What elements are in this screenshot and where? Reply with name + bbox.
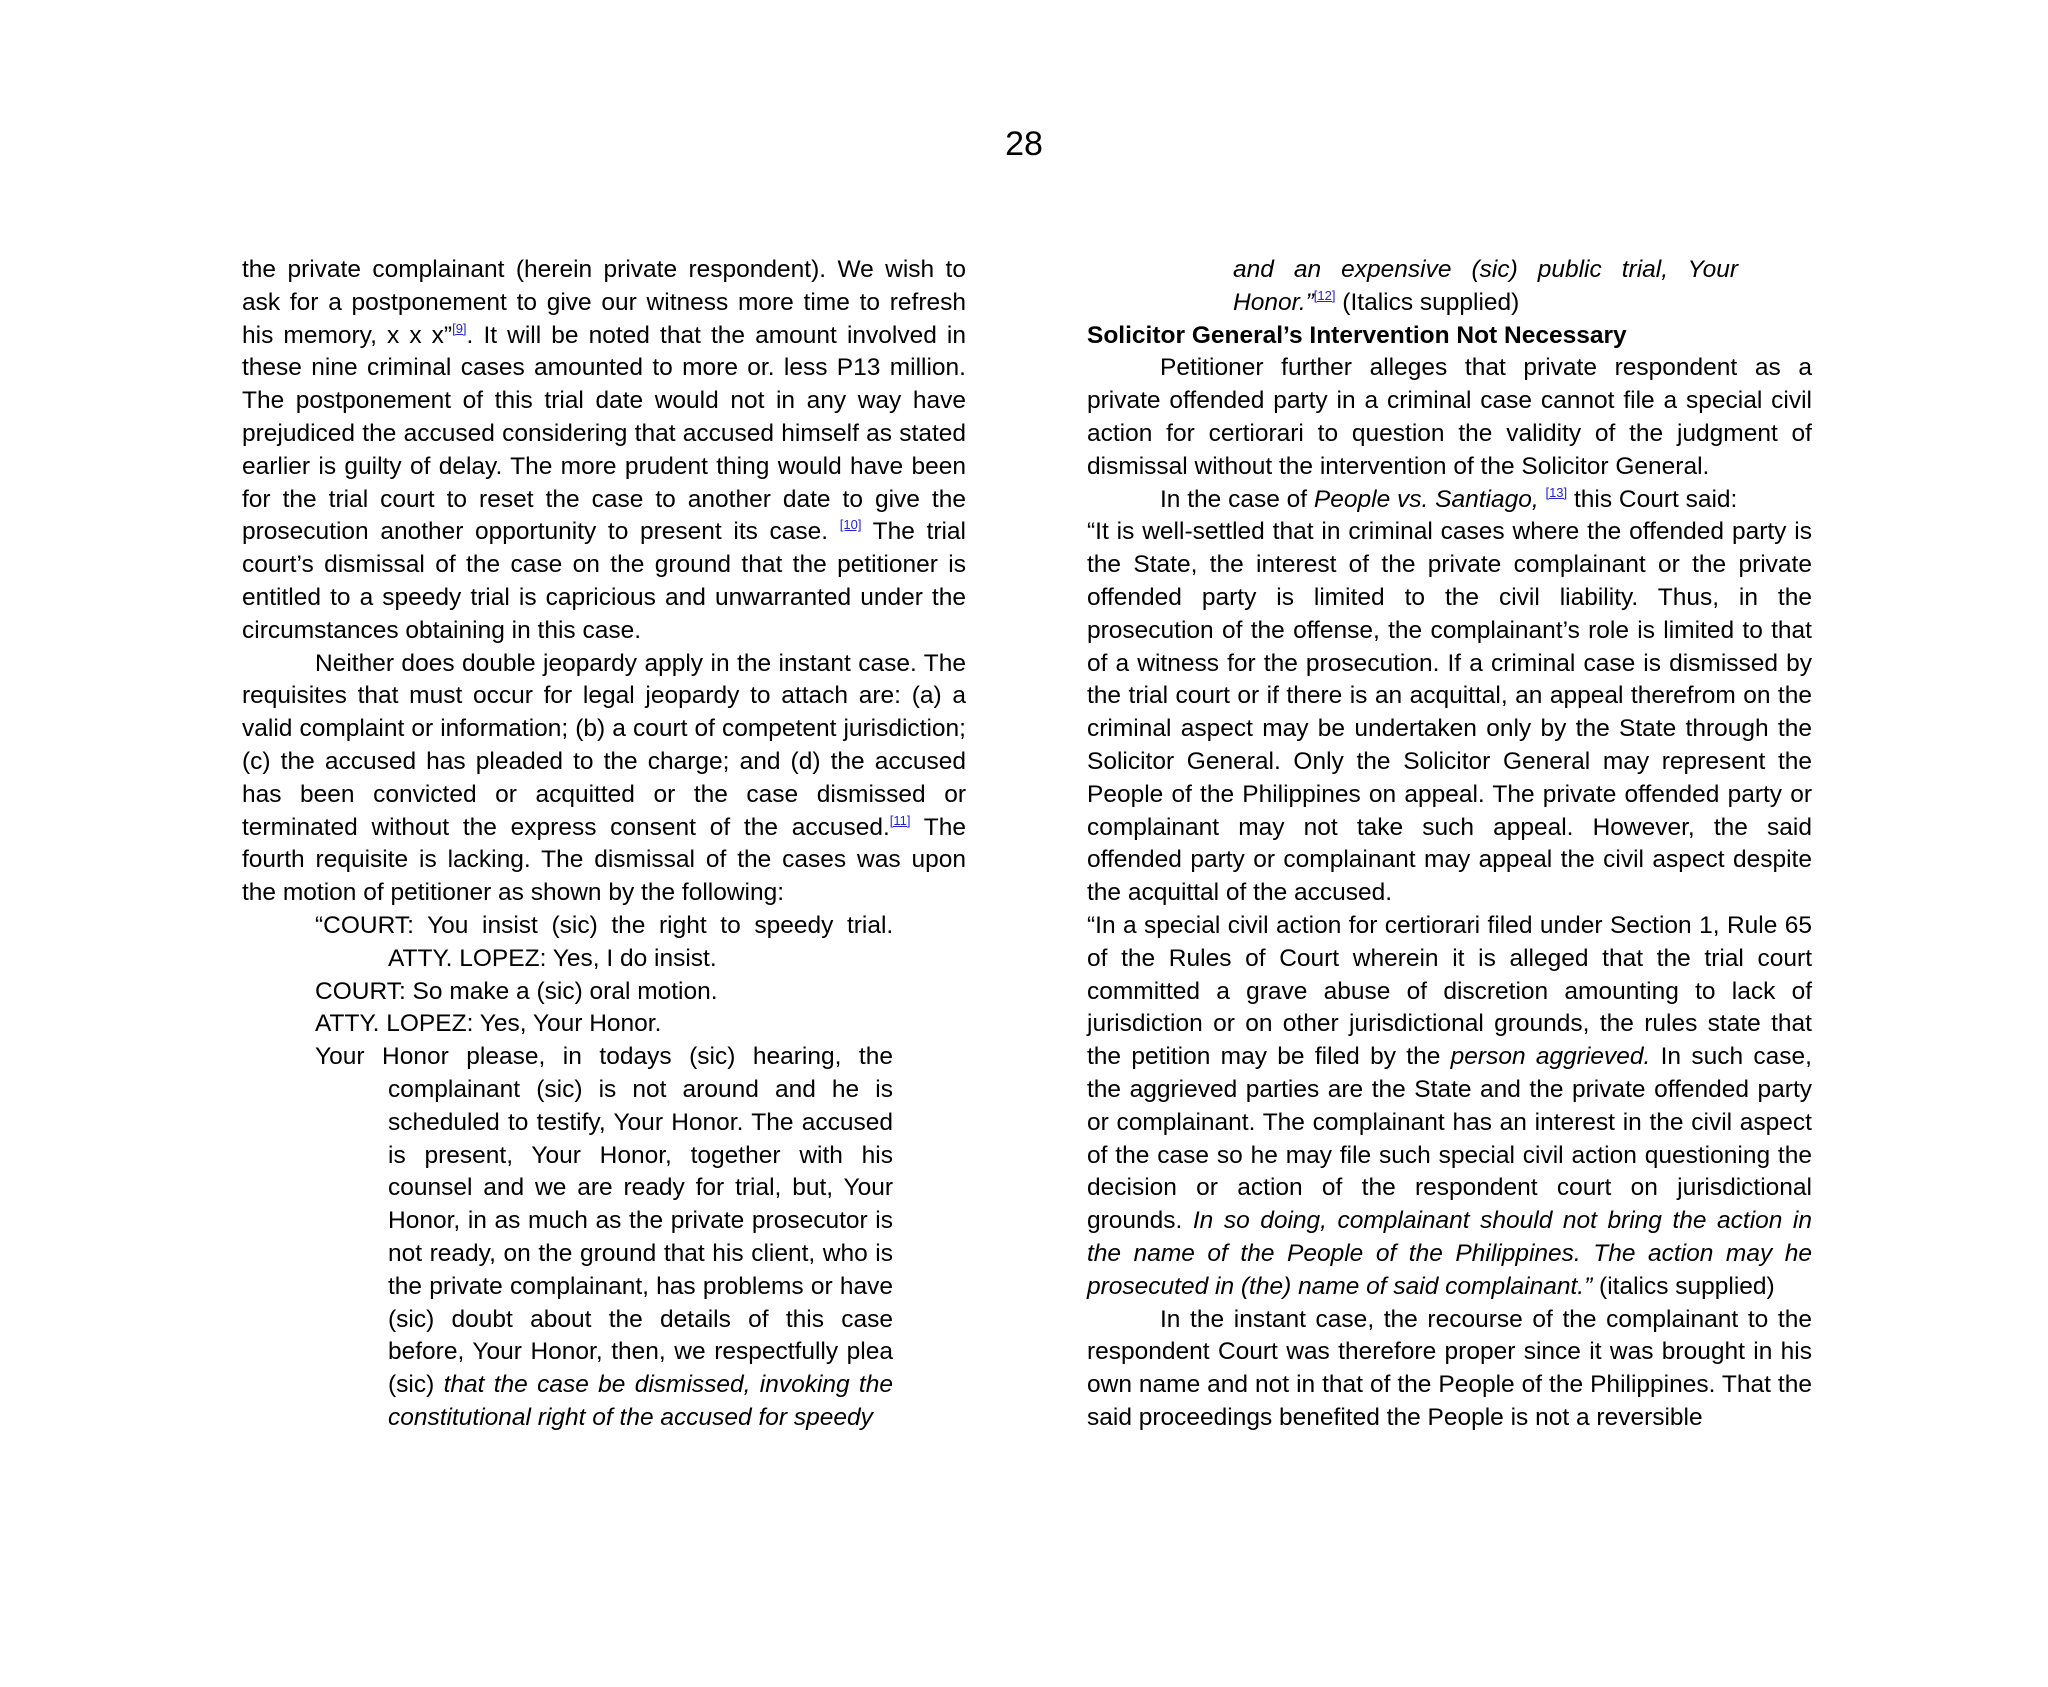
right-p2-text-2: this Court said:: [1567, 485, 1738, 513]
footnote-ref-10[interactable]: [10]: [839, 517, 862, 533]
right-quote-note: (Italics supplied): [1335, 288, 1520, 316]
right-paragraph-5: In the instant case, the recourse of the complainant to the respondent Court was therefore proper since it was brought in his own name and not in that of the People of the Philippines. That the said proceedings benefited the People is not a reversible: [1087, 1305, 1812, 1431]
left-column: [242, 254, 966, 1435]
quote-line-court-2: COURT: So make a (sic) oral motion.: [315, 977, 718, 1005]
right-paragraph-3: “It is well-settled that in criminal cases where the offended party is the State, the interest of the private complainant or the private offended party is limited to the civil liability. Thus, in the prosecution of the offense, the complainant’s role is limited to that of a witness for the prosecution. If a criminal case is dismissed by the trial court or if there is an acquittal, an appeal therefrom on the criminal aspect may be undertaken only by the State through the Solicitor General. Only the Solicitor General may represent the People of the Philippines on appeal. The private offended party or complainant may not take such appeal. However, the said offended party or complainant may appeal the civil aspect despite the acquittal of the accused.: [1087, 518, 1812, 907]
left-paragraph-2: [242, 648, 966, 910]
section-heading: Solicitor General’s Intervention Not Necessary: [1087, 321, 1627, 349]
quote-line-court-1: “COURT: You insist (sic) the right to speedy trial.: [315, 911, 894, 939]
right-p4-text-1: “In a special civil action for certiorari filed under Section 1, Rule 65 of the Rules of Court wherein it is alleged that the trial court committed a grave abuse of discretion amounting to lack of jurisdiction or on other jurisdictional grounds, the rules state that the petition may be filed by the: [1087, 911, 1812, 1071]
right-column: [1087, 254, 1812, 1435]
quote-line-statement: [315, 1041, 893, 1435]
left-p2-text-1: Neither does double jeopardy apply in the instant case. The requisites that must occur for legal jeopardy to attach are: (a) a valid complaint or information; (b) a court of competent jurisdiction; (c) the accused has pleaded to the charge; and (d) the accused has been convicted or acquitted or the case dismissed or terminated without the express consent of the accused.: [242, 649, 966, 841]
footnote-ref-13[interactable]: [13]: [1545, 484, 1568, 500]
right-p2-text-1: In the case of: [1160, 485, 1314, 513]
right-quote-italic: and an expensive (sic) public trial, Your Honor.”: [1233, 256, 1738, 316]
transcript-quote: [315, 910, 893, 1435]
left-p1-text-3: The trial court’s dismissal of the case on the ground that the petitioner is entitled to a speedy trial is capricious and unwarranted under the circumstances obtaining in this case.: [242, 518, 966, 644]
quote-statement-text: Your Honor please, in todays (sic) hearing, the complainant (sic) is not around and he is scheduled to testify, Your Honor. The accused is present, Your Honor, together with his counsel and we are ready for trial, but, Your Honor, in as much as the private prosecutor is not ready, on the ground that his client, who is the private complainant, has problems or have (sic) doubt about the details of this case before, Your Honor, then, we respectfully plea (sic): [315, 1043, 893, 1399]
left-p1-text-2: . It will be noted that the amount involved in these nine criminal cases amounted to more or. less P13 million. The postponement of this trial date would not in any way have prejudiced the accused considering that accused himself as stated earlier is guilty of delay. The more prudent thing would have been for the trial court to reset the case to another date to give the prosecution another opportunity to present its case.: [242, 321, 966, 546]
footnote-ref-11[interactable]: [11]: [889, 812, 911, 828]
right-p4-text-3: (italics supplied): [1592, 1272, 1775, 1300]
left-p1-text-1: the private complainant (herein private respondent). We wish to ask for a postponement to give our witness more time to refresh his memory, x x x”: [242, 256, 966, 349]
right-paragraph-1: Petitioner further alleges that private respondent as a private offended party in a criminal case cannot file a special civil action for certiorari to question the validity of the judgment of dismissal without the intervention of the Solicitor General.: [1087, 354, 1812, 480]
quote-line-lopez-1: ATTY. LOPEZ: Yes, I do insist.: [388, 944, 717, 972]
quote-line-lopez-2: ATTY. LOPEZ: Yes, Your Honor.: [315, 1010, 662, 1038]
right-p4-italic-1: person aggrieved.: [1450, 1043, 1651, 1071]
left-paragraph-1: [242, 254, 966, 648]
right-quote-end: [1233, 254, 1738, 320]
case-citation: People vs. Santiago,: [1313, 485, 1539, 513]
right-paragraph-2: [1087, 484, 1812, 517]
left-p2-text-2: The fourth requisite is lacking. The dismissal of the cases was upon the motion of petitioner as shown by the following:: [242, 813, 966, 907]
right-p4-text-2: In such case, the aggrieved parties are the State and the private offended party or complainant. The complainant has an interest in the civil aspect of the case so he may file such special civil action questioning the decision or action of the respondent court on jurisdictional grounds.: [1087, 1043, 1812, 1235]
right-paragraph-4: [1087, 910, 1812, 1304]
quote-statement-italic: that the case be dismissed, invoking the constitutional right of the accused for speedy: [388, 1371, 893, 1431]
right-p4-italic-2: In so doing, complainant should not bring the action in the name of the People of the Philippines. The action may he prosecuted in (the) name of said complainant.”: [1087, 1207, 1812, 1300]
page-number: 28: [1005, 125, 1043, 163]
footnote-ref-9[interactable]: [9]: [452, 320, 467, 336]
footnote-ref-12[interactable]: [12]: [1313, 287, 1336, 303]
